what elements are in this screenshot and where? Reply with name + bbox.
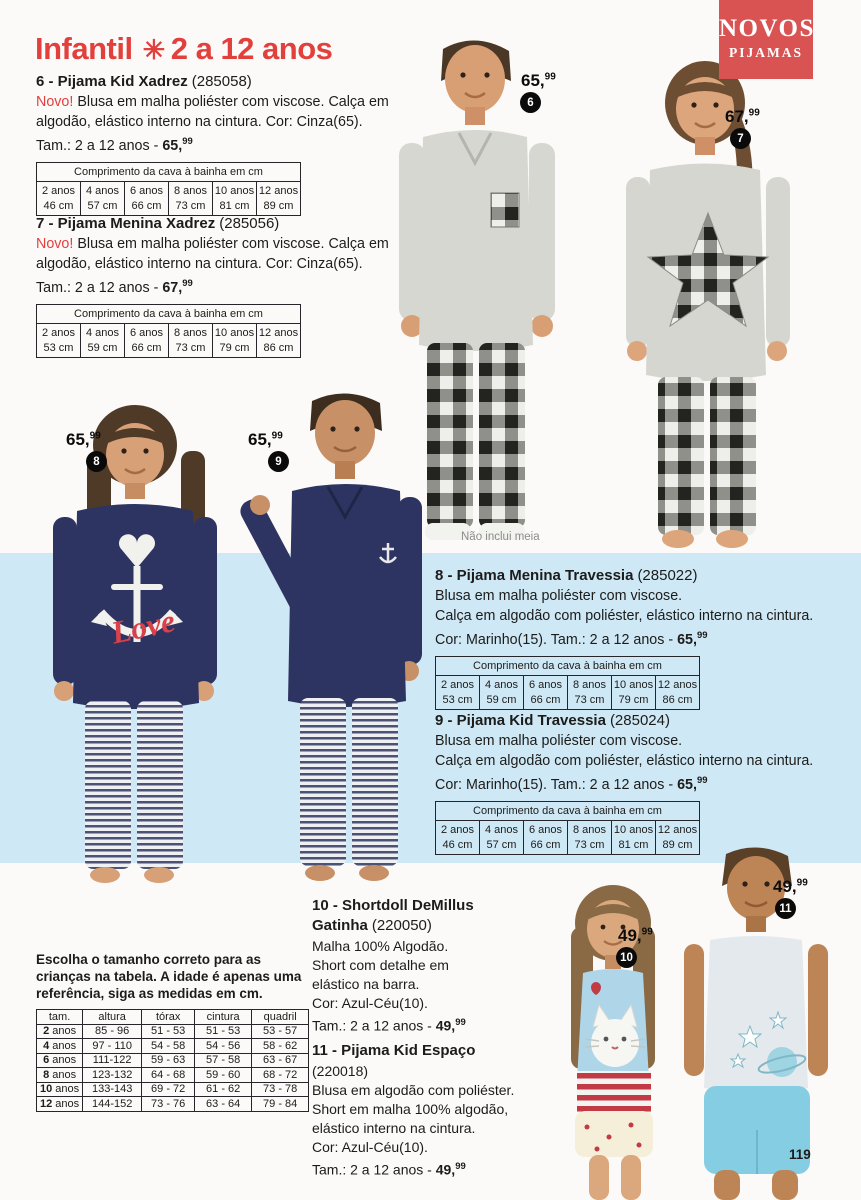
product-price-line: Tam.: 2 a 12 anos - 67,99 bbox=[36, 278, 193, 296]
size-cell: 2 anos 53 cm bbox=[436, 676, 480, 710]
plaid-pocket bbox=[491, 193, 519, 227]
product-number-badge-6: 6 bbox=[520, 92, 541, 113]
size-cell: 4 anos 57 cm bbox=[480, 821, 524, 855]
size-cell: 10 anos 81 cm bbox=[213, 182, 257, 216]
model-photo-girl-plaid-pajama-7 bbox=[600, 45, 815, 550]
product-heading: 8 - Pijama Menina Travessia (285022) bbox=[435, 567, 698, 584]
size-cell: 4 anos 59 cm bbox=[81, 324, 125, 358]
price-tag-8: 65,99 8 bbox=[66, 430, 107, 472]
product-heading: 6 - Pijama Kid Xadrez (285058) bbox=[36, 73, 252, 90]
asterisk-icon: ✳ bbox=[142, 35, 165, 65]
novo-flag: Novo! bbox=[36, 94, 74, 110]
product-price-line: Tam.: 2 a 12 anos - 49,99 bbox=[312, 1017, 466, 1034]
size-cell: 6 anos 66 cm bbox=[125, 324, 169, 358]
product-heading: Gatinha (220050) bbox=[312, 917, 432, 934]
product-price-line: Cor: Marinho(15). Tam.: 2 a 12 anos - 65,99 bbox=[435, 630, 708, 648]
title-range: 2 a 12 anos bbox=[170, 31, 333, 66]
size-cell: 4 anos 57 cm bbox=[81, 182, 125, 216]
table-header-row: tam. altura tórax cintura quadril bbox=[37, 1010, 309, 1025]
no-socks-note: Não inclui meia bbox=[461, 531, 540, 543]
size-cell: 2 anos 53 cm bbox=[37, 324, 81, 358]
product-price-line: Tam.: 2 a 12 anos - 65,99 bbox=[36, 136, 193, 154]
size-cell: 10 anos 79 cm bbox=[612, 676, 656, 710]
size-guide-table bbox=[36, 1009, 309, 1112]
size-cell: 12 anos 89 cm bbox=[257, 182, 301, 216]
product-number-badge-8: 8 bbox=[86, 451, 107, 472]
size-cell: 8 anos 73 cm bbox=[169, 324, 213, 358]
page-title bbox=[35, 31, 332, 67]
product-heading: 7 - Pijama Menina Xadrez (285056) bbox=[36, 215, 280, 232]
size-guide-block: Escolha o tamanho correto para as crianças na tabela. A idade é apenas uma referência, siga as medidas em cm. tam. altura tórax cintura quadril 2 anos 85 - 96 51 - 53 51 - 53 53 - 57 4 anos 97 - 110 54 - 58 54 - 56 58 - 62 6 anos 111-122 59 - 63 57 - 58 63 - 67 8 anos 123-132 64 - 68 59 - 60 68 - 72 10 anos 133-143 69 - 72 61 - 62 73 - 78 12 anos 144-152 73 - 76 63 - 64 79 - 84 bbox=[36, 951, 309, 1112]
product-block-8: 8 - Pijama Menina Travessia (285022) Blusa em malha poliéster com viscose. Calça em algodão com poliéster, elástico interno na cintura. Cor: Marinho(15). Tam.: 2 a 12 anos - 65,99 Comprimento da cava à bainha em cm 2 anos 53 cm 4 anos 59 cm 6 anos 66 cm 8 anos 73 cm 10 anos 79 cm 12 anos 86 cm bbox=[435, 567, 813, 710]
table-row: 8 anos 123-132 64 - 68 59 - 60 68 - 72 bbox=[37, 1068, 309, 1083]
table-row: 12 anos 144-152 73 - 76 63 - 64 79 - 84 bbox=[37, 1097, 309, 1112]
cava-size-table-8: Comprimento da cava à bainha em cm 2 anos 53 cm 4 anos 59 cm 6 anos 66 cm 8 anos 73 cm 10 anos 79 cm 12 anos 86 cm bbox=[435, 656, 700, 710]
size-cell: 2 anos 46 cm bbox=[436, 821, 480, 855]
page-number: 119 bbox=[789, 1147, 811, 1162]
product-block-6: 6 - Pijama Kid Xadrez (285058) Novo! Blusa em malha poliéster com viscose. Calça em algodão, elástico interno na cintura. Cor: Cinza(65). Tam.: 2 a 12 anos - 65,99 Comprimento da cava à bainha em cm 2 anos 46 cm 4 anos 57 cm 6 anos 66 cm 8 anos 73 cm 10 anos 81 cm 12 anos 89 cm bbox=[36, 73, 389, 216]
price-tag-6: 65,99 6 bbox=[521, 71, 556, 113]
product-block-11: 11 - Pijama Kid Espaço (220018) Blusa em algodão com poliéster. Short em malha 100% algodão, elástico interno na cintura. Cor: Azul-Céu(10). Tam.: 2 a 12 anos - 49,99 bbox=[312, 1042, 557, 1180]
badge-line-1: NOVOS bbox=[719, 15, 815, 42]
size-cell: 8 anos 73 cm bbox=[568, 676, 612, 710]
size-cell: 4 anos 59 cm bbox=[480, 676, 524, 710]
size-cell: 12 anos 86 cm bbox=[257, 324, 301, 358]
cava-size-table-6: Comprimento da cava à bainha em cm 2 anos 46 cm 4 anos 57 cm 6 anos 66 cm 8 anos 73 cm 10 anos 81 cm 12 anos 89 cm bbox=[36, 162, 301, 216]
cava-size-table-9: Comprimento da cava à bainha em cm 2 anos 46 cm 4 anos 57 cm 6 anos 66 cm 8 anos 73 cm 10 anos 81 cm 12 anos 89 cm bbox=[435, 801, 700, 855]
size-cell: 10 anos 79 cm bbox=[213, 324, 257, 358]
product-block-7: 7 - Pijama Menina Xadrez (285056) Novo! Blusa em malha poliéster com viscose. Calça em algodão, elástico interno na cintura. Cor: Cinza(65). Tam.: 2 a 12 anos - 67,99 Comprimento da cava à bainha em cm 2 anos 53 cm 4 anos 59 cm 6 anos 66 cm 8 anos 73 cm 10 anos 79 cm 12 anos 86 cm bbox=[36, 215, 389, 358]
product-block-9: 9 - Pijama Kid Travessia (285024) Blusa em malha poliéster com viscose. Calça em algodão com poliéster, elástico interno na cintura. Cor: Marinho(15). Tam.: 2 a 12 anos - 65,99 Comprimento da cava à bainha em cm 2 anos 46 cm 4 anos 57 cm 6 anos 66 cm 8 anos 73 cm 10 anos 81 cm 12 anos 89 cm bbox=[435, 712, 813, 855]
product-block-10: 10 - Shortdoll DeMillus Gatinha (220050) Malha 100% Algodão. Short com detalhe em elástico na barra. Cor: Azul-Céu(10). Tam.: 2 a 12 anos - 49,99 bbox=[312, 897, 497, 1036]
badge-line-2: PIJAMAS bbox=[729, 45, 803, 60]
product-number-badge-9: 9 bbox=[268, 451, 289, 472]
cava-size-table-7: Comprimento da cava à bainha em cm 2 anos 53 cm 4 anos 59 cm 6 anos 66 cm 8 anos 73 cm 10 anos 79 cm 12 anos 86 cm bbox=[36, 304, 301, 358]
raised-hand bbox=[250, 495, 270, 515]
model-photo-girl-anchor-pajama-8 bbox=[25, 393, 240, 885]
price-tag-7: 67,99 7 bbox=[725, 107, 760, 149]
price-tag-11: 49,99 11 bbox=[773, 877, 808, 919]
table-row: 4 anos 97 - 110 54 - 58 54 - 56 58 - 62 bbox=[37, 1039, 309, 1054]
size-cell: 6 anos 66 cm bbox=[524, 676, 568, 710]
striped-band bbox=[577, 1071, 651, 1113]
table-row: 10 anos 133-143 69 - 72 61 - 62 73 - 78 bbox=[37, 1082, 309, 1097]
product-heading: 9 - Pijama Kid Travessia (285024) bbox=[435, 712, 670, 729]
size-cell: 6 anos 66 cm bbox=[125, 182, 169, 216]
novo-flag: Novo! bbox=[36, 236, 74, 252]
product-description: Novo! Blusa em malha poliéster com viscose. Calça em bbox=[36, 94, 389, 110]
love-script-text: Love bbox=[108, 602, 179, 651]
price-tag-10: 49,99 10 bbox=[618, 926, 653, 968]
product-description: Novo! Blusa em malha poliéster com viscose. Calça em bbox=[36, 236, 389, 252]
size-cell: 12 anos 86 cm bbox=[656, 676, 700, 710]
product-number-badge-7: 7 bbox=[730, 128, 751, 149]
table-row: 2 anos 85 - 96 51 - 53 51 - 53 53 - 57 bbox=[37, 1024, 309, 1039]
size-cell: 10 anos 81 cm bbox=[612, 821, 656, 855]
title-word: Infantil bbox=[35, 31, 133, 66]
table-row: 6 anos 111-122 59 - 63 57 - 58 63 - 67 bbox=[37, 1053, 309, 1068]
product-price-line: Cor: Marinho(15). Tam.: 2 a 12 anos - 65,99 bbox=[435, 775, 708, 793]
size-cell: 2 anos 46 cm bbox=[37, 182, 81, 216]
size-cell: 8 anos 73 cm bbox=[568, 821, 612, 855]
product-number-badge-10: 10 bbox=[616, 947, 637, 968]
price-tag-9: 65,99 9 bbox=[248, 430, 289, 472]
size-cell: 12 anos 89 cm bbox=[656, 821, 700, 855]
novos-pijamas-badge bbox=[719, 0, 813, 79]
size-cell: 6 anos 66 cm bbox=[524, 821, 568, 855]
size-cell: 8 anos 73 cm bbox=[169, 182, 213, 216]
product-number-badge-11: 11 bbox=[775, 898, 796, 919]
product-price-line: Tam.: 2 a 12 anos - 49,99 bbox=[312, 1161, 466, 1178]
model-photo-boy-space-pajama-11 bbox=[650, 840, 860, 1200]
